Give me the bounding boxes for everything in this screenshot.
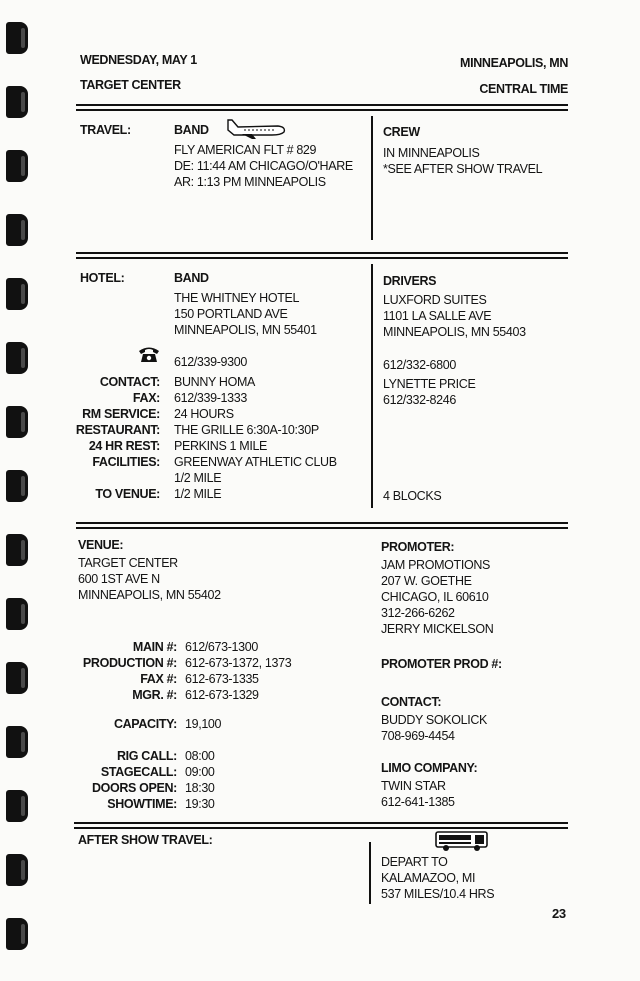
venue-phone-label: MAIN #: bbox=[132, 640, 177, 654]
header-city: MINNEAPOLIS, MN bbox=[460, 56, 568, 70]
venue-phone-value: 612/673-1300 bbox=[185, 640, 258, 654]
promoter-line: JAM PROMOTIONS bbox=[381, 558, 490, 572]
time-value: 19:30 bbox=[185, 797, 215, 811]
after-show-line: 537 MILES/10.4 HRS bbox=[381, 887, 495, 901]
divider bbox=[76, 257, 568, 259]
hotel-band-heading: BAND bbox=[174, 271, 209, 285]
time-value: 08:00 bbox=[185, 749, 215, 763]
time-label: DOORS OPEN: bbox=[91, 781, 177, 795]
venue-label: VENUE: bbox=[78, 538, 124, 552]
promoter-line: 312-266-6262 bbox=[381, 606, 455, 620]
spiral-binding bbox=[0, 0, 40, 981]
page-number: 23 bbox=[552, 906, 566, 921]
time-label: SHOWTIME: bbox=[107, 797, 177, 811]
venue-phone-value: 612-673-1372, 1373 bbox=[185, 656, 292, 670]
tour-bus-icon bbox=[435, 830, 489, 852]
hotel-row-label: RM SERVICE: bbox=[82, 407, 160, 421]
drivers-phone: 612/332-6800 bbox=[383, 358, 456, 372]
airplane-icon bbox=[226, 114, 288, 140]
venue-address-line: 600 1ST AVE N bbox=[78, 572, 160, 586]
header-date: WEDNESDAY, MAY 1 bbox=[80, 53, 197, 67]
time-value: 18:30 bbox=[185, 781, 215, 795]
travel-crew-line: *SEE AFTER SHOW TRAVEL bbox=[383, 162, 543, 176]
hotel-row-label: FACILITIES: bbox=[92, 455, 160, 469]
venue-phone-value: 612-673-1329 bbox=[185, 688, 259, 702]
drivers-line: 1101 LA SALLE AVE bbox=[383, 309, 492, 323]
divider bbox=[76, 104, 568, 106]
hotel-row-value: GREENWAY ATHLETIC CLUB bbox=[174, 455, 337, 469]
travel-band-heading: BAND bbox=[174, 123, 209, 137]
after-show-line: KALAMAZOO, MI bbox=[381, 871, 476, 885]
telephone-icon bbox=[138, 345, 160, 363]
drivers-line: LUXFORD SUITES bbox=[383, 293, 487, 307]
divider bbox=[76, 522, 568, 524]
column-divider bbox=[369, 842, 371, 904]
hotel-row-label: CONTACT: bbox=[99, 375, 160, 389]
divider bbox=[76, 109, 568, 111]
drivers-contact: LYNETTE PRICE bbox=[383, 377, 476, 391]
limo-heading: LIMO COMPANY: bbox=[381, 761, 478, 775]
travel-band-line: AR: 1:13 PM MINNEAPOLIS bbox=[174, 175, 326, 189]
travel-crew-heading: CREW bbox=[383, 125, 420, 139]
contact-line: 708-969-4454 bbox=[381, 729, 455, 743]
drivers-contact: 612/332-8246 bbox=[383, 393, 456, 407]
venue-address-line: TARGET CENTER bbox=[78, 556, 178, 570]
hotel-row-value: THE GRILLE 6:30A-10:30P bbox=[174, 423, 319, 437]
time-label: STAGECALL: bbox=[100, 765, 177, 779]
divider bbox=[76, 527, 568, 529]
hotel-address-line: MINNEAPOLIS, MN 55401 bbox=[174, 323, 317, 337]
divider bbox=[74, 827, 568, 829]
venue-phone-label: FAX #: bbox=[140, 672, 177, 686]
hotel-row-value: PERKINS 1 MILE bbox=[174, 439, 268, 453]
time-value: 09:00 bbox=[185, 765, 215, 779]
hotel-row-value: 1/2 MILE bbox=[174, 487, 222, 501]
drivers-line: MINNEAPOLIS, MN 55403 bbox=[383, 325, 526, 339]
promoter-heading: PROMOTER: bbox=[381, 540, 455, 554]
limo-line: 612-641-1385 bbox=[381, 795, 455, 809]
contact-heading: CONTACT: bbox=[381, 695, 442, 709]
travel-crew-line: IN MINNEAPOLIS bbox=[383, 146, 480, 160]
hotel-label: HOTEL: bbox=[80, 271, 125, 285]
promoter-line: JERRY MICKELSON bbox=[381, 622, 494, 636]
travel-band-line: FLY AMERICAN FLT # 829 bbox=[174, 143, 317, 157]
hotel-row-value: BUNNY HOMA bbox=[174, 375, 256, 389]
time-label: RIG CALL: bbox=[116, 749, 177, 763]
drivers-to-venue: 4 BLOCKS bbox=[383, 489, 442, 503]
header-timezone: CENTRAL TIME bbox=[479, 82, 568, 96]
after-show-label: AFTER SHOW TRAVEL: bbox=[78, 833, 213, 847]
hotel-phone: 612/339-9300 bbox=[174, 355, 247, 369]
divider bbox=[76, 252, 568, 254]
venue-phone-label: MGR. #: bbox=[132, 688, 177, 702]
hotel-row-value: 612/339-1333 bbox=[174, 391, 247, 405]
promoter-line: CHICAGO, IL 60610 bbox=[381, 590, 489, 604]
hotel-row-label: TO VENUE: bbox=[95, 487, 160, 501]
promoter-prod-heading: PROMOTER PROD #: bbox=[381, 657, 502, 671]
column-divider bbox=[371, 264, 373, 508]
contact-line: BUDDY SOKOLICK bbox=[381, 713, 488, 727]
hotel-row-value: 1/2 MILE bbox=[174, 471, 222, 485]
divider bbox=[74, 822, 568, 824]
travel-band-line: DE: 11:44 AM CHICAGO/O'HARE bbox=[174, 159, 353, 173]
promoter-line: 207 W. GOETHE bbox=[381, 574, 472, 588]
travel-label: TRAVEL: bbox=[80, 123, 131, 137]
hotel-address-line: THE WHITNEY HOTEL bbox=[174, 291, 300, 305]
venue-phone-label: PRODUCTION #: bbox=[82, 656, 177, 670]
hotel-row-label: RESTAURANT: bbox=[75, 423, 160, 437]
header-venue: TARGET CENTER bbox=[80, 78, 181, 92]
hotel-address-line: 150 PORTLAND AVE bbox=[174, 307, 288, 321]
hotel-row-label: 24 HR REST: bbox=[88, 439, 160, 453]
capacity-label: CAPACITY: bbox=[113, 717, 177, 731]
venue-address-line: MINNEAPOLIS, MN 55402 bbox=[78, 588, 221, 602]
hotel-row-label: FAX: bbox=[132, 391, 160, 405]
column-divider bbox=[371, 116, 373, 240]
hotel-row-value: 24 HOURS bbox=[174, 407, 234, 421]
drivers-heading: DRIVERS bbox=[383, 274, 437, 288]
venue-phone-value: 612-673-1335 bbox=[185, 672, 259, 686]
capacity-value: 19,100 bbox=[185, 717, 222, 731]
limo-line: TWIN STAR bbox=[381, 779, 446, 793]
after-show-line: DEPART TO bbox=[381, 855, 448, 869]
